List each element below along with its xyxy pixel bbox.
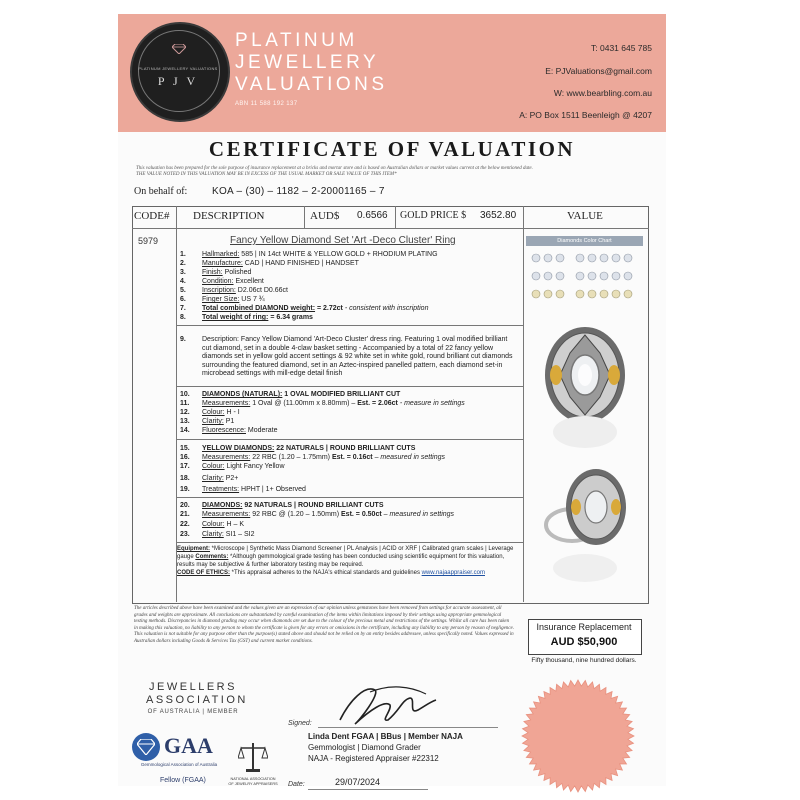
logo-monogram: P J V [157, 74, 199, 88]
list-item: 4. Condition: Excellent [180, 278, 264, 285]
table-col-divider [523, 206, 524, 602]
col-gold-label: GOLD PRICE $ [400, 210, 467, 221]
insurance-value: AUD $50,900 [550, 636, 618, 648]
section-divider [176, 439, 523, 440]
naja-name: NATIONAL ASSOCIATION OF JEWELRY APPRAISERS [228, 777, 278, 786]
ring-reflection [548, 410, 622, 450]
behalf-reference: KOA – (30) – 1182 – 2-20001165 – 7 [212, 186, 385, 197]
gaa-fellow: Fellow (FGAA) [160, 777, 206, 784]
col-value: VALUE [567, 210, 603, 222]
date-line [308, 789, 428, 790]
contact-address: A: PO Box 1511 Beenleigh @ 4207 [519, 110, 652, 120]
brand-line-3: VALUATIONS [235, 74, 388, 95]
list-item: 17. Colour: Light Fancy Yellow [180, 463, 285, 470]
table-header-divider [132, 228, 649, 229]
contact-email: E: PJValuations@gmail.com [545, 66, 652, 76]
insurance-value-words: Fifty thousand, nine hundred dollars. [531, 657, 637, 664]
list-item: 5. Inscription: D2.06ct D0.66ct [180, 287, 288, 294]
col-code: CODE# [134, 210, 170, 222]
behalf-label: On behalf of: [134, 186, 188, 197]
list-item: 21. Measurements: 92 RBC @ (1.20 – 1.50mm) Est. = 0.50ct – measured in settings [180, 511, 455, 518]
list-item: 6. Finger Size: US 7 ¾ [180, 296, 265, 303]
item-code: 5979 [138, 236, 159, 246]
table-col-divider [304, 206, 305, 228]
jewellers-association-logo [146, 681, 248, 707]
section-divider [176, 325, 523, 326]
col-aud-value: 0.6566 [357, 210, 388, 221]
ja-membership: OF AUSTRALIA | MEMBER [147, 709, 239, 715]
list-item: 12. Colour: H - I [180, 409, 240, 416]
list-item: 9. [180, 336, 186, 343]
logo-ring [138, 30, 220, 112]
brand-line-1: PLATINUM [235, 30, 358, 51]
intro-statement [136, 166, 656, 178]
signature-image [330, 680, 440, 730]
col-gold-value: 3652.80 [480, 210, 517, 221]
section-divider [176, 497, 523, 498]
section-divider [176, 542, 523, 543]
abn-number: ABN 11 588 192 137 [235, 101, 298, 107]
list-item: 8. Total weight of ring: = 6.34 grams [180, 314, 313, 321]
list-item: 10. DIAMONDS (NATURAL): 1 OVAL MODIFIED BRILLIANT CUT [180, 391, 401, 398]
list-item: 23. Clarity: SI1 – SI2 [180, 531, 255, 538]
ring-description: Description: Fancy Yellow Diamond 'Art-Deco Cluster' dress ring. Featuring 1 oval modified brilliant cut diamond, set in a double 4-claw basket setting - Accompanied by a total of 22 fancy yellow diamonds set in yellow gold accent settings & 92 white set in white gold, round brilliant cut diamonds surrounding the featured diamond, set in an Aztec-inspired panelled pattern, each diamond set-in microbead settings with mill-edge detail finish [202, 336, 513, 378]
list-item: 19. Treatments: HPHT | 1+ Observed [180, 486, 306, 493]
brand-name [235, 30, 388, 96]
list-item: 3. Finish: Polished [180, 269, 252, 276]
diamond-icon [172, 44, 186, 54]
certificate-seal [520, 678, 636, 794]
intro-line-1: This valuation has been prepared for the sole purpose of insurance replacement at a bricks and mortar store and is based on Australian dollars or market values current at the below mentioned date. [136, 166, 533, 171]
list-item: 13. Clarity: P1 [180, 418, 235, 425]
list-item: 15. YELLOW DIAMONDS: 22 NATURALS | ROUND BRILLIANT CUTS [180, 445, 416, 452]
ja-line-2: ASSOCIATION [146, 694, 248, 706]
appraiser-role: Gemmologist | Diamond Grader [308, 743, 421, 752]
signature-line [318, 727, 498, 728]
appraiser-registration: NAJA - Registered Appraiser #22312 [308, 754, 439, 763]
list-item: 2. Manufacture: CAD | HAND FINISHED | HANDSET [180, 260, 359, 267]
ja-line-1: JEWELLERS [149, 681, 237, 693]
signed-label: Signed: [288, 720, 312, 727]
date-label: Date: [288, 781, 305, 788]
section-divider [176, 386, 523, 387]
valuation-date: 29/07/2024 [335, 777, 381, 787]
col-aud-label: AUD$ [310, 210, 340, 222]
list-item: 22. Colour: H – K [180, 521, 245, 528]
table-col-divider [176, 206, 177, 228]
list-item: 14. Fluorescence: Moderate [180, 427, 278, 434]
color-chart-header: Diamonds Color Chart [526, 236, 643, 246]
intro-line-2: THE VALUE NOTED IN THIS VALUATION MAY BE IN EXCESS OF THE USUAL MARKET OR SALE VALUE OF THIS ITEM* [136, 172, 397, 178]
ring-image-angle [540, 463, 634, 553]
item-title: Fancy Yellow Diamond Set 'Art -Deco Cluster' Ring [230, 235, 456, 246]
equipment-notes: Equipment: *Microscope | Synthetic Mass Diamond Screener | PL Analysis | ACID or XRF | Calibrated gram scales | Leverage gauge Comments: *Although gemmological grade testing has been conducted using scientific equipment for this valuation, results may be subjective & further laboratory testing may be required. CODE OF ETHICS: *This appraisal adheres to the NAJA's ethical standards and guidelines www.najaappraiser.com [177, 546, 514, 576]
gaa-full-name: Gemmological Association of Australia [140, 762, 218, 767]
list-item: 16. Measurements: 22 RBC (1.20 – 1.75mm) Est. = 0.16ct – measured in settings [180, 454, 445, 461]
disclaimer-text: The articles described above have been examined and the values given are an expression of our opinion unless gemstones have been removed from settings for accurate assessment, all grades and weights are approximate. All conclusions are substantiated by careful examination of the items within limitations imposed by their settings using appropriate gemmological testing methods. Discrepancies in diamond grading may occur when diamonds are set due to the colour of the precious metal and restrictions of the settings. Whilst all care has been taken in making this valuation, no liability to any person to whom the certificate is given for any errors or omissions in the certificate, including any liability to any person by reason of negligence. This valuation is not suitable for any purpose other than the purpose(s) stated above and should not be relied on by an entity besides addressee, unless specifically noted. Values expressed in Australian dollars including Goods & Services Tax (GST) and current market conditions. [134, 606, 514, 644]
diamond-color-chart [528, 250, 640, 308]
logo-caption: PLATINUM JEWELLERY VALUATIONS [138, 66, 218, 71]
col-description: DESCRIPTION [193, 210, 265, 222]
gaa-logo-text: GAA [164, 733, 213, 758]
list-item: 7. Total combined DIAMOND weight: = 2.72ct - consistent with inscription [180, 305, 429, 312]
brand-line-2: JEWELLERY [235, 52, 380, 73]
ring-reflection [548, 548, 622, 588]
list-item: 11. Measurements: 1 Oval @ (11.00mm x 8.80mm) – Est. = 2.06ct - measure in settings [180, 400, 465, 407]
insurance-label: Insurance Replacement [536, 622, 632, 632]
naja-link[interactable]: www.najaappraiser.com [421, 570, 485, 576]
gem-icon [137, 739, 155, 755]
contact-phone: T: 0431 645 785 [591, 43, 652, 53]
certificate-title: CERTIFICATE OF VALUATION [208, 137, 576, 161]
contact-website: W: www.bearbling.com.au [553, 88, 652, 98]
list-item: 20. DIAMONDS: 92 NATURALS | ROUND BRILLIANT CUTS [180, 502, 384, 509]
appraiser-name: Linda Dent FGAA | BBus | Member NAJA [308, 732, 463, 741]
table-col-divider [395, 206, 396, 228]
list-item: 18. Clarity: P2+ [180, 475, 239, 482]
scales-of-justice-icon [238, 741, 268, 773]
list-item: 1. Hallmarked: 585 | IN 14ct WHITE & YELLOW GOLD + RHODIUM PLATING [180, 251, 438, 258]
